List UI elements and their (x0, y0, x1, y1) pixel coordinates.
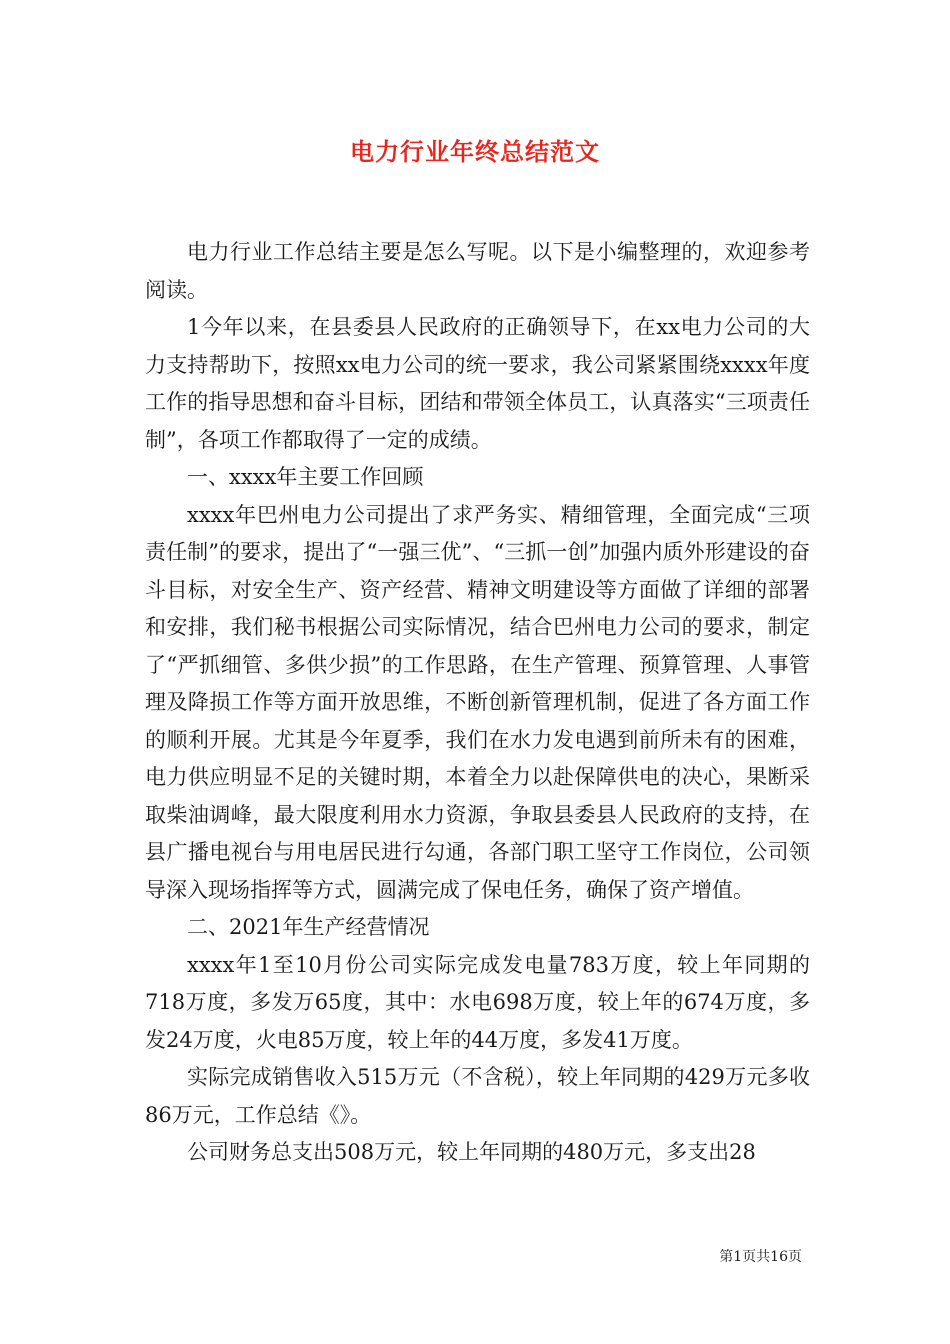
paragraph: 公司财务总支出508万元，较上年同期的480万元，多支出28 (187, 1140, 756, 1164)
paragraph: xxxx年巴州电力公司提出了求严务实、精细管理，全面完成“三项责任制”的要求，提出了“一强三优”、“三抓一创”加强内质外形建设的奋斗目标，对安全生产、资产经营、精神文明建设等方面做了详细的部署和安排，我们秘书根据公司实际情况，结合巴州电力公司的要求，制定了“严抓细管、多供少损”的工作思路，在生产管理、预算管理、人事管理及降损工作等方面开放思维，不断创新管理机制，促进了各方面工作的顺利开展。尤其是今年夏季，我们在水力发电遇到前所未有的困难，电力供应明显不足的关键时期，本着全力以赴保障供电的决心，果断采取柴油调峰，最大限度利用水力资源，争取县委县人民政府的支持，在县广播电视台与用电居民进行勾通，各部门职工坚守工作岗位，公司领导深入现场指挥等方式，圆满完成了保电任务，确保了资产增值。 (145, 502, 810, 902)
section-heading: 一、xxxx年主要工作回顾 (187, 465, 424, 489)
paragraph: 1今年以来，在县委县人民政府的正确领导下，在xx电力公司的大力支持帮助下，按照xx电力公司的统一要求，我公司紧紧围绕xxxx年度工作的指导思想和奋斗目标，团结和带领全体员工，认真落实“三项责任制”，各项工作都取得了一定的成绩。 (145, 315, 810, 452)
section-heading: 二、2021年生产经营情况 (187, 915, 430, 939)
paragraph: xxxx年1至10月份公司实际完成发电量783万度，较上年同期的718万度，多发万65度，其中：水电698万度，较上年的674万度，多发24万度，火电85万度，较上年的44万度，多发41万度。 (145, 952, 810, 1052)
paragraph: 实际完成销售收入515万元（不含税），较上年同期的429万元多收86万元，工作总结《》。 (145, 1065, 810, 1127)
page-number: 第1页共16页 (719, 1249, 802, 1265)
document-title: 电力行业年终总结范文 (350, 137, 600, 166)
paragraph: 电力行业工作总结主要是怎么写呢。以下是小编整理的，欢迎参考阅读。 (145, 240, 810, 302)
document-body (145, 234, 810, 1172)
